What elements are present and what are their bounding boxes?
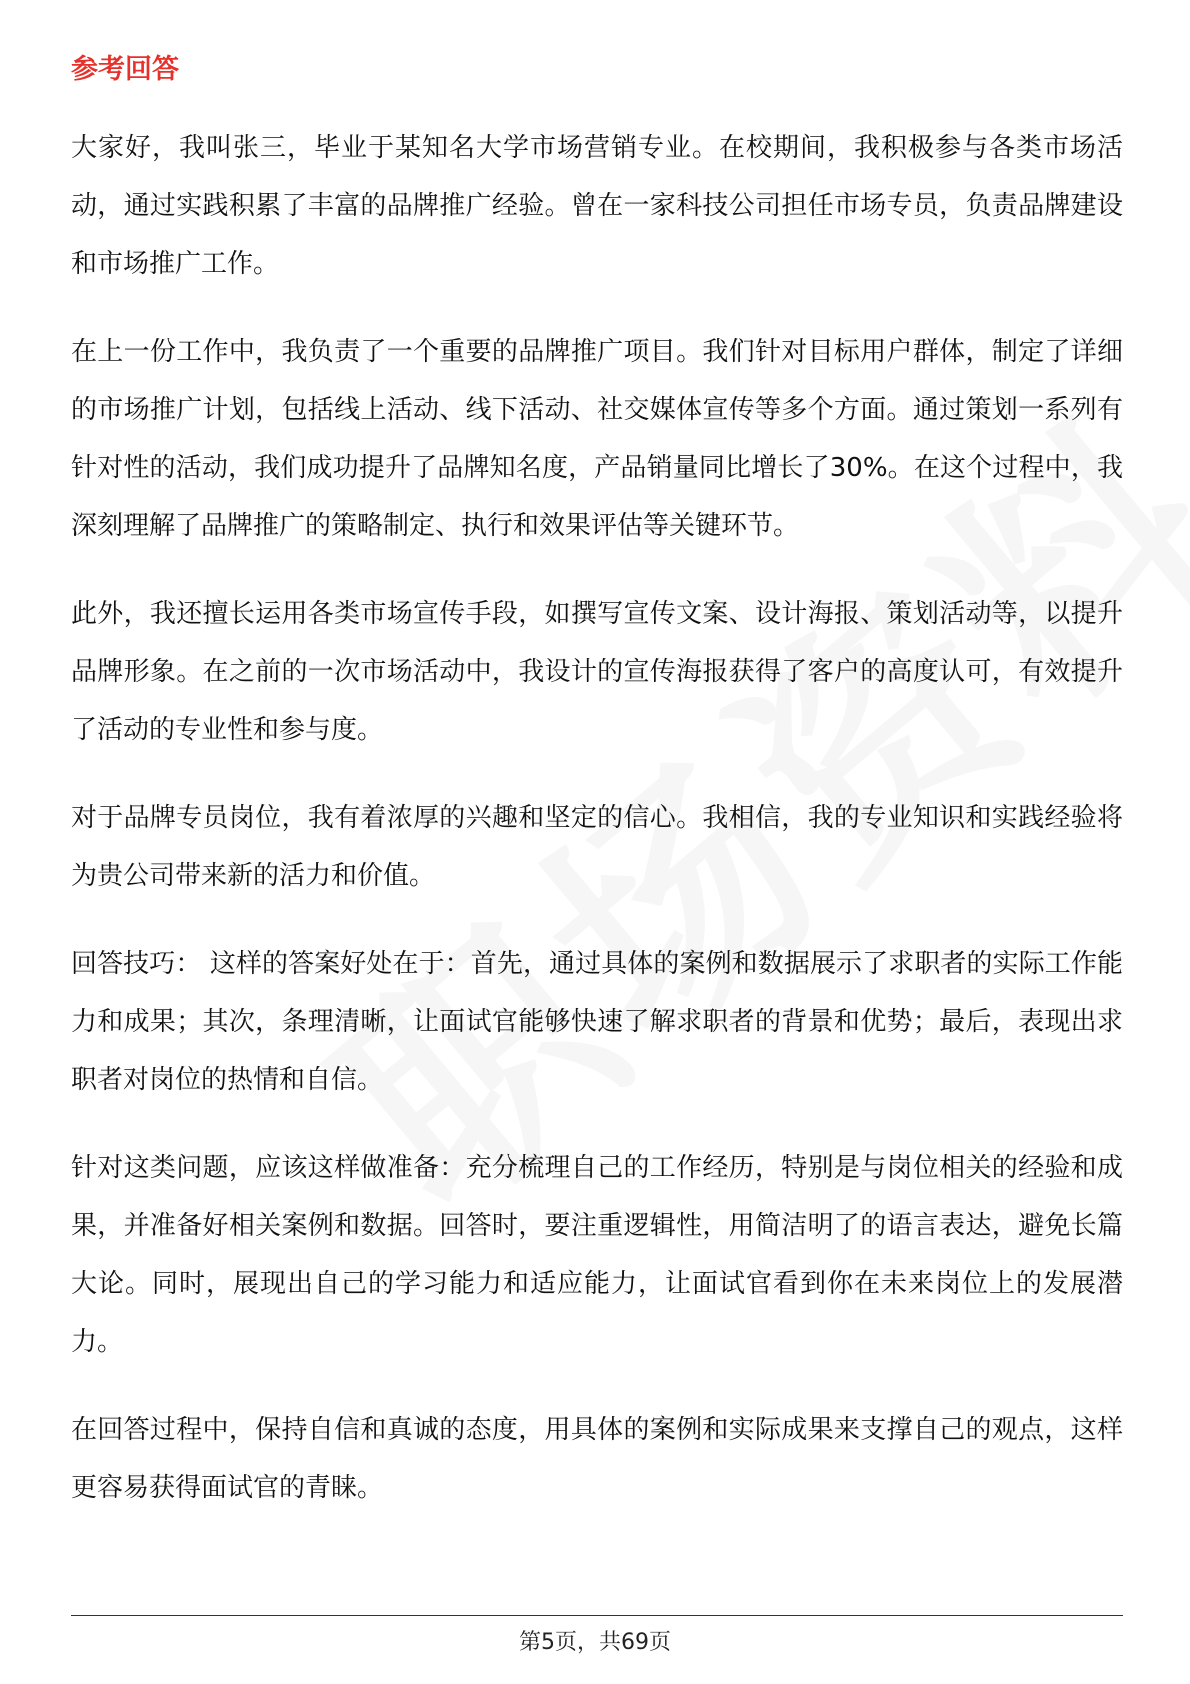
paragraph-preparation: 针对这类问题，应该这样做准备：充分梳理自己的工作经历，特别是与岗位相关的经验和成果，并准备好相关案例和数据。回答时，要注重逻辑性，用简洁明了的语言表达，避免长篇大论。同时，展现出自己的学习能力和适应能力，让面试官看到你在未来岗位上的发展潜力。 [71, 1153, 1123, 1357]
paragraph-skills: 此外，我还擅长运用各类市场宣传手段，如撰写宣传文案、设计海报、策划活动等，以提升品牌形象。在之前的一次市场活动中，我设计的宣传海报获得了客户的高度认可，有效提升了活动的专业性和参与度。 [71, 599, 1123, 745]
footer-divider [71, 1615, 1123, 1616]
paragraph-attitude: 在回答过程中，保持自信和真诚的态度，用具体的案例和实际成果来支撑自己的观点，这样更容易获得面试官的青睐。 [71, 1415, 1123, 1503]
section-heading: 参考回答 [71, 54, 179, 85]
paragraph-intro: 大家好，我叫张三，毕业于某知名大学市场营销专业。在校期间，我积极参与各类市场活动，通过实践积累了丰富的品牌推广经验。曾在一家科技公司担任市场专员，负责品牌建设和市场推广工作。 [71, 133, 1123, 279]
paragraph-project: 在上一份工作中，我负责了一个重要的品牌推广项目。我们针对目标用户群体，制定了详细的市场推广计划，包括线上活动、线下活动、社交媒体宣传等多个方面。通过策划一系列有针对性的活动，我们成功提升了品牌知名度，产品销量同比增长了30%。在这个过程中，我深刻理解了品牌推广的策略制定、执行和效果评估等关键环节。 [71, 337, 1123, 541]
paragraph-motivation: 对于品牌专员岗位，我有着浓厚的兴趣和坚定的信心。我相信，我的专业知识和实践经验将为贵公司带来新的活力和价值。 [71, 803, 1123, 891]
page-number: 第5页，共69页 [519, 1630, 671, 1655]
paragraph-answer-tips: 回答技巧： 这样的答案好处在于：首先，通过具体的案例和数据展示了求职者的实际工作能力和成果；其次，条理清晰，让面试官能够快速了解求职者的背景和优势；最后，表现出求职者对岗位的热情和自信。 [71, 949, 1123, 1095]
answer-body [71, 119, 1123, 1547]
